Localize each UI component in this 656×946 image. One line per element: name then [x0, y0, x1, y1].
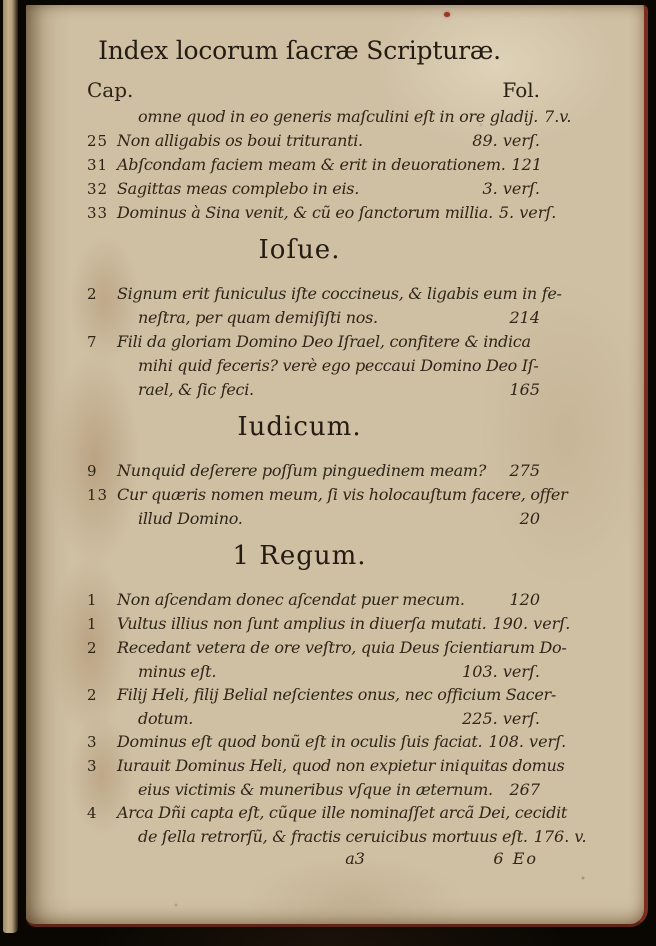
- column-header-cap: Cap.: [87, 78, 134, 102]
- entry-line: [87, 588, 540, 612]
- column-header-fol: Fol.: [502, 78, 540, 102]
- signature-mark: a3: [345, 849, 365, 868]
- chapter-number: 7: [87, 333, 98, 351]
- entry-text: Abſcondam faciem meam & erit in deuorationem.: [117, 155, 506, 174]
- entry-text: illud Domino.: [138, 509, 243, 528]
- index-section: [87, 410, 568, 531]
- section-heading: Ioſue.: [258, 235, 341, 265]
- entry-text: eius victimis & muneribus vſque in æternum.: [138, 780, 493, 799]
- entry-text: Nunquid deſerere poſſum pinguedinem meam?: [117, 461, 487, 480]
- entry-text: Arca Dñi capta eſt, cũque ille nominaſſet arcã Dei, cecidit: [117, 803, 568, 822]
- entry-text: Iurauit Dominus Heli, quod non expietur iniquitas domus: [117, 756, 565, 775]
- entry-line: [87, 754, 565, 778]
- entry-line: [87, 459, 540, 483]
- catchword: 6 Eo: [493, 849, 538, 868]
- entry-text: rael, & ſic feci.: [138, 380, 254, 399]
- folio-number: 89. verſ.: [472, 131, 540, 150]
- chapter-number: 33: [87, 204, 109, 222]
- book-page: [26, 5, 648, 927]
- entry-text: Filij Heli, filij Belial neſcientes onus, nec officium Sacer-: [117, 685, 556, 704]
- entry-line: [87, 354, 540, 378]
- entry-line: [87, 801, 568, 825]
- entry-line: [87, 483, 568, 507]
- chapter-number: 13: [87, 486, 109, 504]
- folio-number: 190. verſ.: [492, 614, 571, 633]
- index-entries: [87, 105, 587, 848]
- entry-text: dotum.: [138, 709, 194, 728]
- entry-line: [87, 660, 540, 683]
- folio-number: 267: [509, 780, 540, 799]
- chapter-number: 25: [87, 132, 109, 150]
- chapter-number: 2: [87, 285, 98, 303]
- index-section: [87, 105, 572, 225]
- entry-line: [87, 282, 562, 306]
- entry-line: [87, 306, 540, 330]
- entry-line: [87, 177, 540, 201]
- page-content: [87, 33, 587, 873]
- entry-text: Dominus à Sina venit, & cũ eo ſanctorum millia.: [117, 203, 493, 222]
- folio-number: 121: [511, 155, 543, 174]
- entry-text: Non alligabis os boui trituranti.: [117, 131, 363, 150]
- chapter-number: 9: [87, 462, 98, 480]
- entry-text: Cur quæris nomen meum, ſi vis holocauſtum facere, offer: [117, 485, 568, 504]
- folio-number: 225. verſ.: [462, 709, 540, 728]
- folio-number: 103. verſ.: [462, 662, 540, 681]
- chapter-number: 31: [87, 156, 109, 174]
- folio-number: 275: [509, 461, 540, 480]
- folio-number: 3. verſ.: [482, 179, 540, 198]
- folio-number: 214: [509, 308, 540, 327]
- entry-line: [87, 778, 540, 801]
- entry-line: [87, 129, 540, 153]
- entry-line: [87, 730, 567, 754]
- chapter-number: 1: [87, 615, 98, 633]
- red-speck: [444, 12, 450, 17]
- chapter-number: 2: [87, 639, 98, 657]
- folio-number: 20: [519, 509, 540, 528]
- entry-text: omne quod in eo generis maſculini eſt in ore gladij.: [138, 107, 539, 126]
- folio-number: 5. verſ.: [498, 203, 557, 222]
- folio-number: 165: [509, 380, 540, 399]
- entry-text: Vultus illius non ſunt amplius in diuerſa mutati.: [117, 614, 487, 633]
- entry-text: Fili da gloriam Domino Deo Iſrael, confitere & indica: [117, 332, 531, 351]
- entry-line: [87, 153, 543, 177]
- folio-number: 176. v.: [533, 827, 587, 846]
- entry-text: Signum erit funiculus iſte coccineus, & ligabis eum in fe-: [117, 284, 562, 303]
- chapter-number: 3: [87, 757, 98, 775]
- entry-text: Non aſcendam donec aſcendat puer mecum.: [117, 590, 465, 609]
- folio-number: 108. verſ.: [488, 732, 567, 751]
- entry-line: [87, 378, 540, 402]
- entry-text: de ſella retrorſũ, & fractis ceruicibus mortuus eſt.: [138, 827, 528, 846]
- entry-text: Sagittas meas complebo in eis.: [117, 179, 359, 198]
- entry-line: [87, 683, 556, 707]
- chapter-number: 2: [87, 686, 98, 704]
- entry-text: Dominus eſt quod bonũ eſt in oculis ſuis faciat.: [117, 732, 483, 751]
- entry-line: [87, 507, 540, 531]
- index-section: [87, 539, 587, 848]
- page-title: Index locorum ſacræ Scripturæ.: [98, 36, 501, 65]
- entry-line: [87, 636, 567, 660]
- entry-text: Recedant vetera de ore veſtro, quia Deus ſcientiarum Do-: [117, 638, 567, 657]
- entry-line: [87, 330, 540, 354]
- entry-text: minus eſt.: [138, 662, 217, 681]
- chapter-number: 32: [87, 180, 109, 198]
- index-section: [87, 233, 562, 402]
- chapter-number: 3: [87, 733, 98, 751]
- entry-text: mihi quid feceris? verè ego peccaui Domino Deo Iſ-: [138, 356, 539, 375]
- folio-number: 7.v.: [544, 107, 572, 126]
- entry-text: neſtra, per quam demiſiſti nos.: [138, 308, 378, 327]
- entry-line: [87, 707, 540, 730]
- section-heading: 1 Regum.: [232, 541, 367, 571]
- chapter-number: 4: [87, 804, 98, 822]
- section-heading: Iudicum.: [237, 412, 362, 442]
- page-footer: [87, 849, 540, 873]
- adjacent-page-edge: [3, 0, 18, 933]
- entry-line: [87, 612, 571, 636]
- entry-line: [87, 105, 572, 129]
- entry-line: [87, 201, 557, 225]
- column-headers: [87, 77, 540, 103]
- chapter-number: 1: [87, 591, 98, 609]
- folio-number: 120: [509, 590, 540, 609]
- entry-line: [87, 825, 587, 848]
